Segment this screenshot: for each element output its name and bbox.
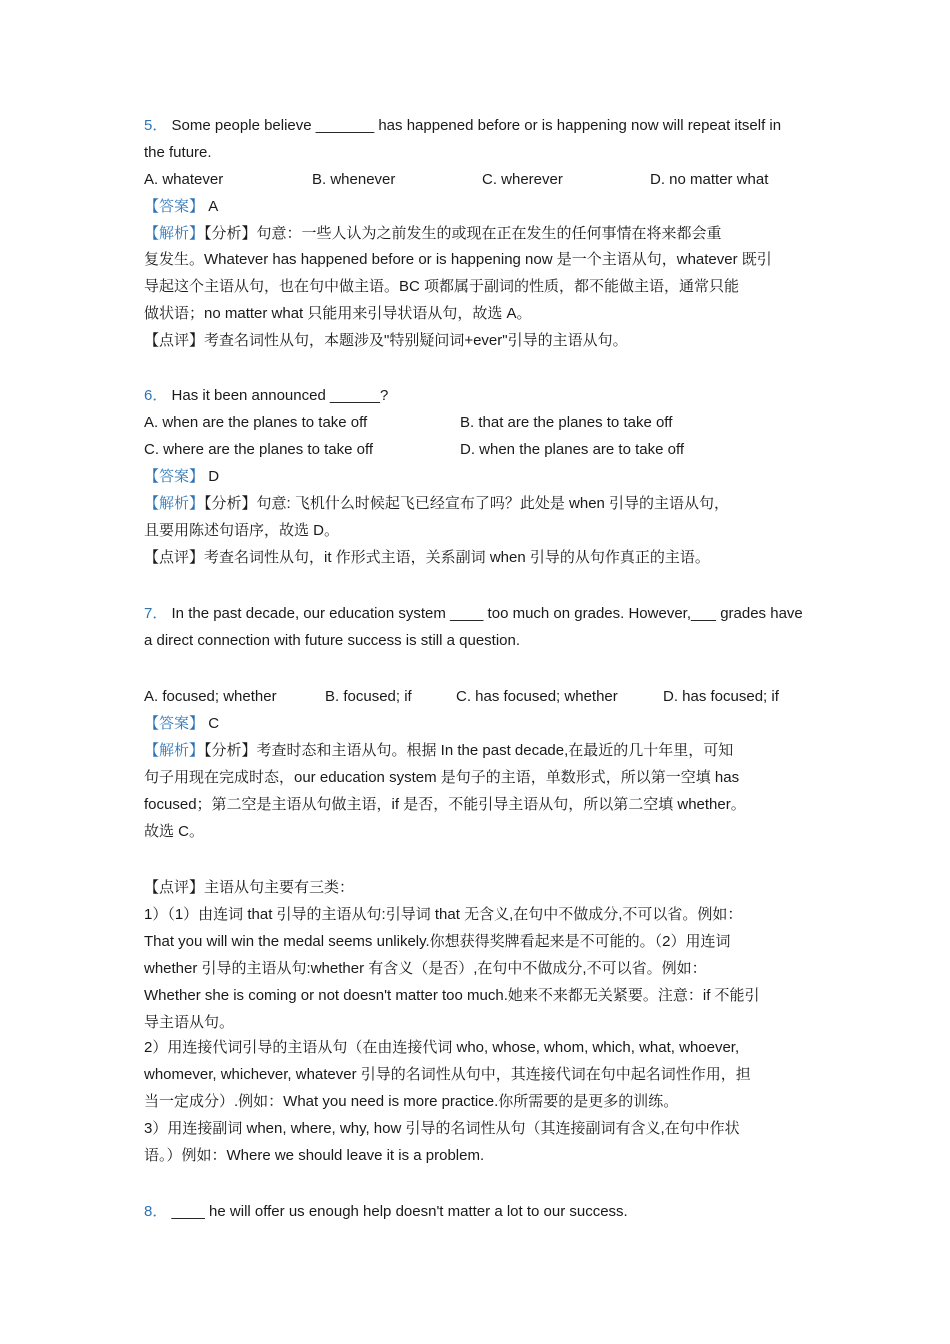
- analysis-tag: 【解析】: [144, 742, 205, 759]
- question-number: 7．: [144, 605, 168, 622]
- comment-text: 【点评】主语从句主要有三类：: [144, 879, 355, 896]
- question-text-continued: the future.: [144, 144, 212, 161]
- question-text: In the past decade, our education system ____ too much on grades. However,___ grades have: [171, 605, 803, 622]
- comment-text: 2）用连接代词引导的主语从句（在由连接代词 who, whose, whom, which, what, whoever,: [144, 1039, 740, 1056]
- analysis-line: [144, 224, 808, 244]
- question-8-stem: [144, 1202, 808, 1222]
- analysis-text: 复发生。Whatever has happened before or is happening now 是一个主语从句，whatever 既引: [144, 251, 772, 268]
- answer-value: D: [208, 468, 220, 485]
- analysis-text: 故选 C。: [144, 823, 205, 840]
- comment-text: 【点评】考查名词性从句，本题涉及"特别疑问词+ever"引导的主语从句。: [144, 332, 628, 349]
- question-number: 5．: [144, 117, 168, 134]
- option-a: A. when are the planes to take off: [144, 414, 368, 431]
- option-c: C. has focused; whether: [456, 688, 618, 705]
- analysis-text: focused；第二空是主语从句做主语，if 是否，不能引导主语从句，所以第二空填 whether。: [144, 796, 746, 813]
- analysis-text: 【分析】句意: 飞机什么时候起飞已经宣布了吗？此处是 when 引导的主语从句，: [204, 495, 730, 512]
- option-b: B. that are the planes to take off: [460, 414, 673, 431]
- option-b: B. focused; if: [325, 688, 412, 705]
- analysis-text: 【分析】句意：一些人认为之前发生的或现在正在发生的任何事情在将来都会重: [204, 225, 722, 242]
- question-text: ____ he will offer us enough help doesn't matter a lot to our success.: [171, 1203, 628, 1220]
- analysis-line: [144, 741, 808, 761]
- question-number: 6．: [144, 387, 168, 404]
- option-a: A. whatever: [144, 171, 224, 188]
- answer-value: C: [208, 715, 220, 732]
- comment-text: whether 引导的主语从句:whether 有含义（是否）,在句中不做成分,不可以省。例如：: [144, 960, 707, 977]
- option-b: B. whenever: [312, 171, 396, 188]
- answer-line: [144, 197, 808, 217]
- answer-line: [144, 467, 808, 487]
- comment-text: 【点评】考查名词性从句，it 作形式主语，关系副词 when 引导的从句作真正的主语。: [144, 549, 710, 566]
- analysis-tag: 【解析】: [144, 225, 205, 242]
- analysis-text: 句子用现在完成时态，our education system 是句子的主语，单数形式，所以第一空填 has: [144, 769, 740, 786]
- answer-tag: 【答案】: [144, 715, 205, 732]
- comment-text: 当一定成分）.例如：What you need is more practice.你所需要的是更多的训练。: [144, 1093, 679, 1110]
- comment-text: Whether she is coming or not doesn't matter too much.她来不来都无关紧要。注意：if 不能引: [144, 987, 760, 1004]
- analysis-line: [144, 494, 808, 514]
- question-text: Some people believe _______ has happened before or is happening now will repeat itself in: [171, 117, 782, 134]
- analysis-text: 【分析】考查时态和主语从句。根据 In the past decade,在最近的几十年里，可知: [204, 742, 734, 759]
- question-6-stem: [144, 386, 808, 406]
- answer-tag: 【答案】: [144, 468, 205, 485]
- option-c: C. wherever: [482, 171, 563, 188]
- option-d: D. no matter what: [650, 171, 769, 188]
- analysis-text: 做状语；no matter what 只能用来引导状语从句，故选 A。: [144, 305, 532, 322]
- analysis-text: 且要用陈述句语序，故选 D。: [144, 522, 340, 539]
- question-number: 8．: [144, 1203, 168, 1220]
- option-d: D. has focused; if: [663, 688, 779, 705]
- question-text-continued: a direct connection with future success is still a question.: [144, 632, 521, 649]
- comment-text: 3）用连接副词 when, where, why, how 引导的名词性从句（其连接副词有含义,在句中作状: [144, 1120, 740, 1137]
- question-text: Has it been announced ______?: [171, 387, 389, 404]
- question-7-stem: [144, 604, 808, 624]
- option-a: A. focused; whether: [144, 688, 277, 705]
- comment-text: 语。）例如：Where we should leave it is a problem.: [144, 1147, 485, 1164]
- comment-text: whomever, whichever, whatever 引导的名词性从句中，其连接代词在句中起名词性作用，担: [144, 1066, 751, 1083]
- comment-text: 导主语从句。: [144, 1014, 235, 1031]
- answer-tag: 【答案】: [144, 198, 205, 215]
- analysis-tag: 【解析】: [144, 495, 205, 512]
- comment-text: That you will win the medal seems unlikely.你想获得奖牌看起来是不可能的。（2）用连词: [144, 933, 731, 950]
- question-5-stem: [144, 116, 808, 136]
- option-c: C. where are the planes to take off: [144, 441, 374, 458]
- answer-value: A: [208, 198, 219, 215]
- analysis-text: 导起这个主语从句，也在句中做主语。BC 项都属于副词的性质，都不能做主语，通常只能: [144, 278, 740, 295]
- comment-text: 1）（1）由连词 that 引导的主语从句:引导词 that 无含义,在句中不做成分,不可以省。例如：: [144, 906, 743, 923]
- option-d: D. when the planes are to take off: [460, 441, 685, 458]
- answer-line: [144, 714, 808, 734]
